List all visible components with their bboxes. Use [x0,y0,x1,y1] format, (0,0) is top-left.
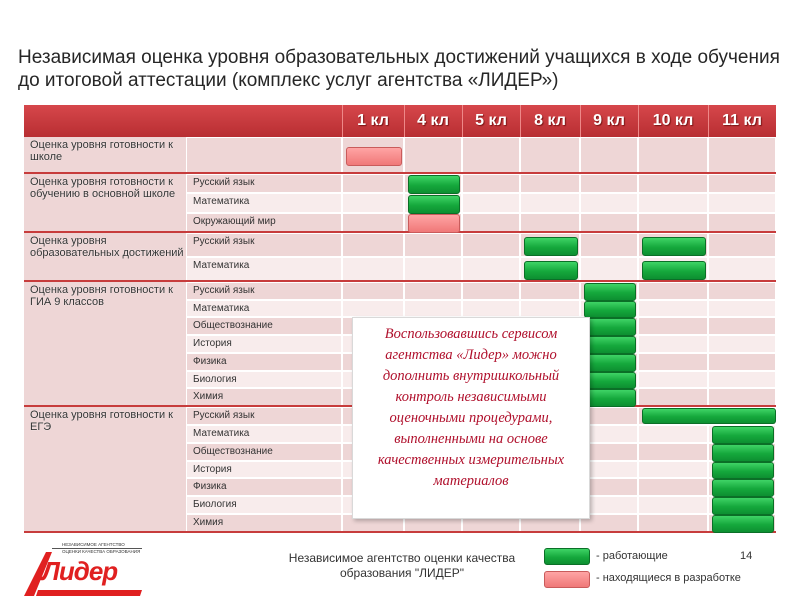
table-cell [709,214,775,231]
category-separator [24,531,776,533]
table-cell [343,258,403,280]
table-cell [639,336,707,352]
table-cell [709,389,775,405]
service-bar-available [712,497,774,515]
subject-label: Математика [193,302,250,314]
table-cell [709,318,775,334]
subject-label: Биология [193,373,237,385]
table-cell [405,234,461,256]
service-bar-available [642,237,706,256]
table-cell [639,301,707,317]
table-cell [709,138,775,172]
table-cell [709,336,775,352]
table-cell [639,283,707,299]
table-cell [709,258,775,280]
legend-developing-label: - находящиеся в разработке [596,572,741,584]
category-label: Оценка уровня образовательных достижений [30,235,184,259]
table-cell [463,214,519,231]
legend-available-swatch [544,548,590,565]
service-bar-available [408,195,460,214]
subject-label: Математика [193,196,250,208]
table-cell [463,258,519,280]
table-cell [639,479,707,495]
leader-logo [22,542,144,598]
service-bar-available [584,318,636,336]
grade-header: 8 кл [534,112,566,129]
subject-label: Русский язык [193,177,255,188]
subject-label: Математика [193,427,250,439]
grade-header: 1 кл [357,112,389,129]
table-cell [463,194,519,211]
subject-label: Русский язык [193,410,255,421]
legend-developing-swatch [544,571,590,588]
table-cell [639,389,707,405]
table-cell [463,283,519,299]
category-label: Оценка уровня готовности к школе [30,139,173,163]
subject-label: Обществознание [193,445,273,457]
category-label: Оценка уровня готовности к ГИА 9 классов [30,284,173,308]
table-cell [521,301,579,317]
table-cell [709,175,775,192]
table-cell [709,283,775,299]
table-cell [521,175,579,192]
service-bar-available [584,389,636,407]
table-cell [581,194,637,211]
grade-header: 10 кл [652,112,694,129]
subject-label: Математика [193,260,250,271]
subject-label: Физика [193,481,227,493]
service-bar-available [408,175,460,194]
logo-line2: ОЦЕНКИ КАЧЕСТВА ОБРАЗОВАНИЯ [62,549,141,554]
table-cell [639,175,707,192]
table-cell [463,234,519,256]
table-cell [709,354,775,370]
table-cell [639,318,707,334]
subject-label: Химия [193,517,224,529]
table-cell [639,354,707,370]
subject-label: История [193,463,232,475]
table-cell [187,138,341,172]
subject-label: Окружающий мир [193,215,276,227]
table-cell [709,372,775,388]
table-cell [639,372,707,388]
category-label: Оценка уровня готовности к обучению в основной школе [30,176,176,200]
table-cell [709,194,775,211]
slide-title: Независимая оценка уровня образовательных достижений учащихся в ходе обучения до итоговой аттестации (комплекс услуг агентства «ЛИДЕР») [18,47,780,91]
service-bar-available [584,336,636,354]
table-cell [639,426,707,442]
table-cell [709,301,775,317]
service-bar-available [642,408,776,424]
grade-header: 11 кл [722,112,762,129]
service-bar-developing [346,147,402,166]
table-cell [639,194,707,211]
subject-label: История [193,338,232,350]
table-cell [581,234,637,256]
service-bar-available [712,444,774,462]
table-cell [639,515,707,531]
table-cell [405,138,461,172]
table-cell [343,301,403,317]
subject-label: Обществознание [193,320,273,332]
table-cell [639,444,707,460]
table-cell [343,194,403,211]
table-cell [405,301,461,317]
subject-label: Русский язык [193,236,255,247]
grade-header: 5 кл [475,112,507,129]
table-cell [639,214,707,231]
grade-header: 4 кл [417,112,449,129]
table-cell [405,258,461,280]
table-cell [463,175,519,192]
table-cell [463,301,519,317]
table-cell [581,138,637,172]
subject-label: Биология [193,499,237,511]
table-cell [343,214,403,231]
table-cell [343,175,403,192]
table-cell [639,497,707,513]
service-bar-available [584,301,636,319]
logo-line1: НЕЗАВИСИМОЕ АГЕНТСТВО [62,542,125,547]
service-bar-available [584,354,636,372]
agency-name: Независимое агентство оценки качества образования "ЛИДЕР" [288,551,516,580]
table-cell [581,214,637,231]
table-cell [521,194,579,211]
table-cell [343,234,403,256]
table-cell [405,283,461,299]
legend-available-label: - работающие [596,550,668,562]
table-cell [639,138,707,172]
table-cell [581,175,637,192]
service-bar-developing [408,214,460,233]
grade-header: 9 кл [593,112,625,129]
category-label: Оценка уровня готовности к ЕГЭ [30,409,173,433]
table-cell [521,283,579,299]
service-bar-available [524,261,578,280]
service-bar-available [584,372,636,390]
service-bar-available [584,283,636,301]
table-cell [709,234,775,256]
subject-label: Физика [193,355,227,367]
subject-label: Русский язык [193,285,255,296]
note-text: Воспользовавшись сервисом агентства «Лидер» можно дополнить внутришкольный контроль независимыми оценочными процедурами, выполненными на основе качественных измерительных материалов [377,326,565,489]
service-bar-available [712,479,774,497]
service-bar-available [712,515,774,533]
service-bar-available [524,237,578,256]
logo-name: Лидер [42,556,118,586]
table-cell [521,214,579,231]
subject-label: Химия [193,391,224,403]
table-cell [581,258,637,280]
service-bar-available [712,462,774,480]
table-cell [463,138,519,172]
service-bar-available [712,426,774,444]
info-note [352,317,590,519]
table-cell [521,138,579,172]
service-bar-available [642,261,706,280]
page-number: 14 [740,550,753,562]
table-cell [343,283,403,299]
table-cell [639,462,707,478]
